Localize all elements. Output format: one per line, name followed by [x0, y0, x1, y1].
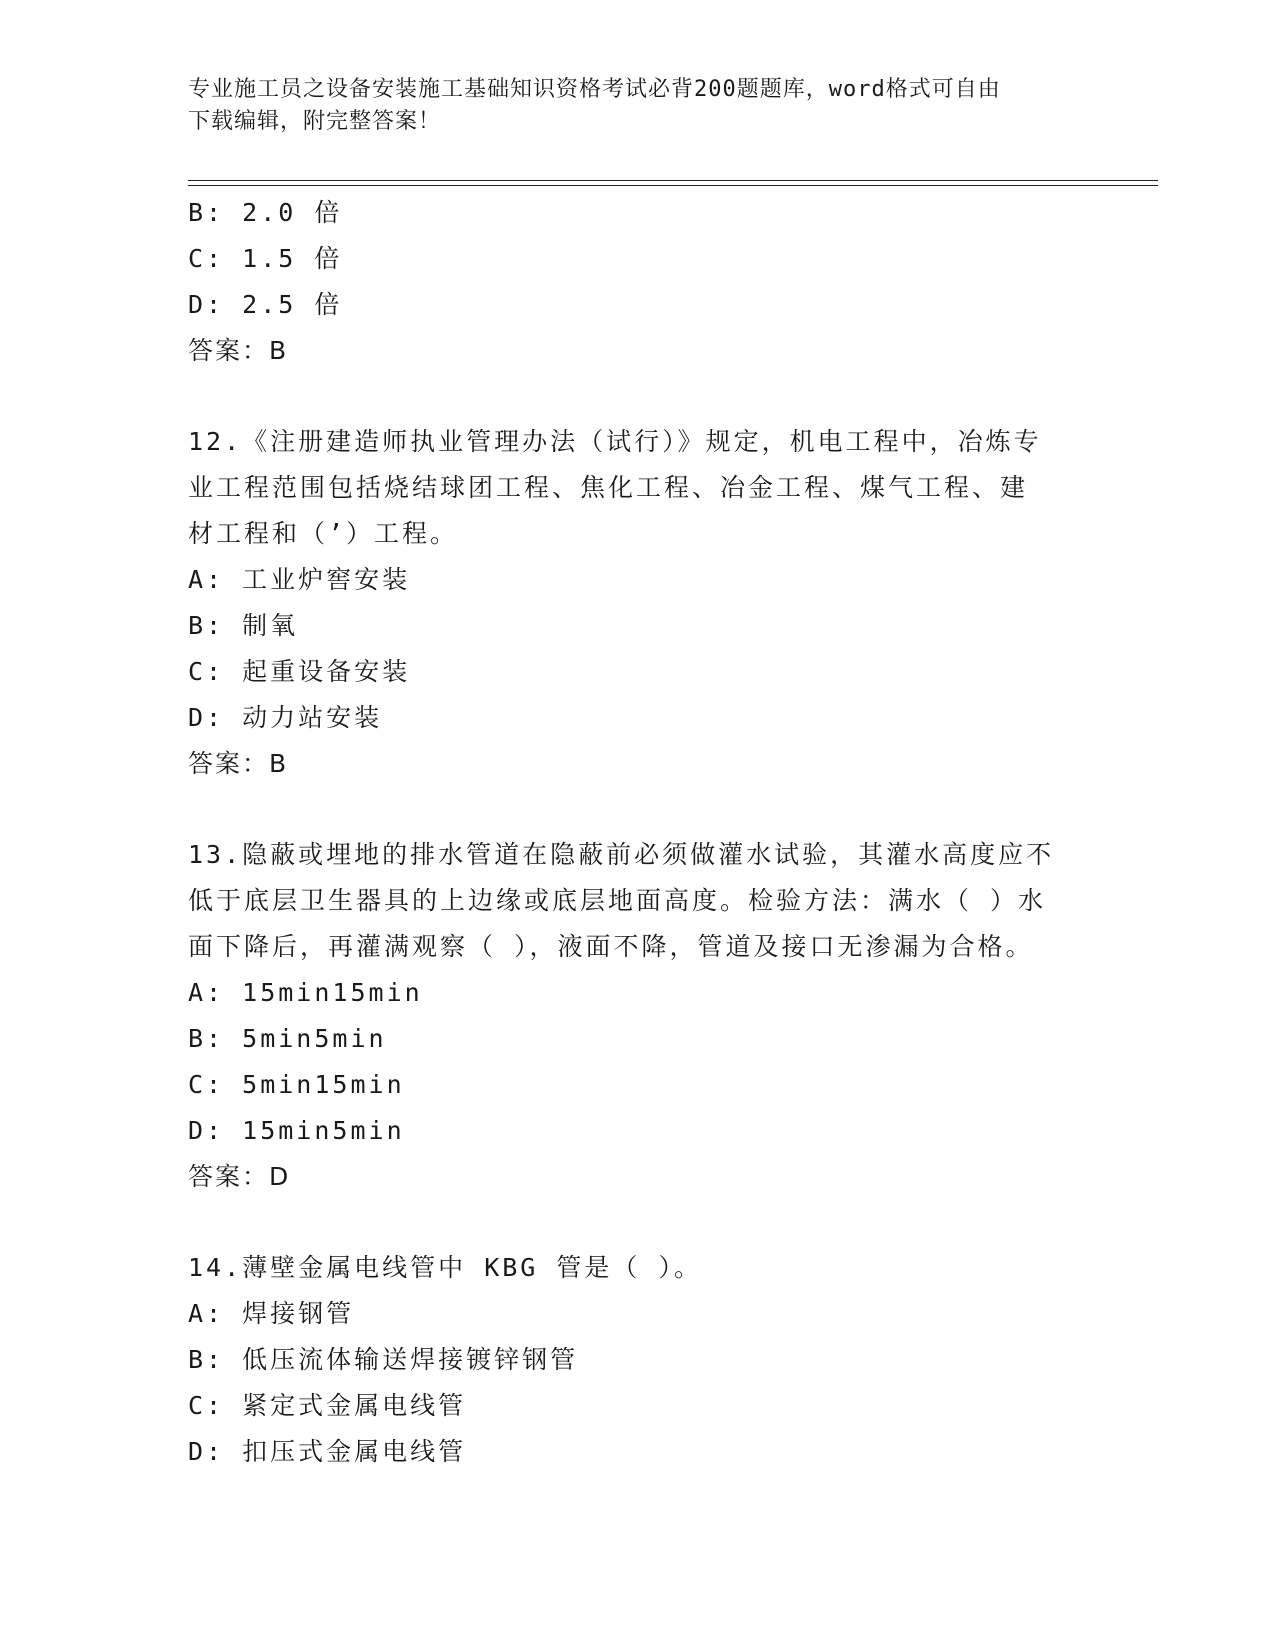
option-d: D: 15min5min	[188, 1116, 405, 1145]
question-stem	[188, 419, 1088, 557]
answer: 答案：D	[188, 1162, 291, 1191]
option-c: C: 紧定式金属电线管	[188, 1391, 467, 1420]
option-c: C: 1.5 倍	[188, 244, 343, 273]
option-d: D: 扣压式金属电线管	[188, 1437, 467, 1466]
option-b: B: 制氧	[188, 611, 299, 640]
document-body	[188, 190, 1088, 1475]
spacer	[188, 374, 1088, 419]
header-line-1: 专业施工员之设备安装施工基础知识资格考试必背200题题库，word格式可自由	[188, 77, 1001, 102]
page-header	[188, 74, 1088, 138]
option-c: C: 5min15min	[188, 1070, 405, 1099]
header-line-2: 下载编辑，附完整答案！	[188, 109, 442, 134]
option-a: A: 工业炉窖安装	[188, 565, 411, 594]
stem-line: 业工程范围包括烧结球团工程、焦化工程、冶金工程、煤气工程、建	[188, 473, 1029, 502]
question-13	[188, 832, 1088, 1200]
header-divider	[188, 180, 1158, 186]
option-d: D: 2.5 倍	[188, 290, 343, 319]
question-14	[188, 1245, 1088, 1475]
option-b: B: 低压流体输送焊接镀锌钢管	[188, 1345, 579, 1374]
stem-line: 面下降后，再灌满观察（ ），液面不降，管道及接口无渗漏为合格。	[188, 932, 1034, 961]
option-d: D: 动力站安装	[188, 703, 383, 732]
spacer	[188, 1200, 1088, 1245]
option-b: B: 2.0 倍	[188, 198, 343, 227]
stem-line: 12.《注册建造师执业管理办法（试行）》规定，机电工程中，冶炼专	[188, 427, 1042, 456]
option-a: A: 15min15min	[188, 978, 423, 1007]
option-c: C: 起重设备安装	[188, 657, 411, 686]
question-stem	[188, 832, 1088, 970]
stem-line: 13.隐蔽或埋地的排水管道在隐蔽前必须做灌水试验，其灌水高度应不	[188, 840, 1055, 869]
option-a: A: 焊接钢管	[188, 1299, 355, 1328]
spacer	[188, 787, 1088, 832]
answer: 答案：B	[188, 336, 289, 365]
answer: 答案：B	[188, 749, 289, 778]
stem-line: 14.薄壁金属电线管中 KBG 管是（ ）。	[188, 1253, 702, 1282]
question-11	[188, 190, 1088, 374]
stem-line: 低于底层卫生器具的上边缘或底层地面高度。检验方法：满水（ ）水	[188, 886, 1047, 915]
question-stem	[188, 1245, 1088, 1291]
stem-line: 材工程和（’）工程。	[188, 519, 459, 548]
question-12	[188, 419, 1088, 787]
option-b: B: 5min5min	[188, 1024, 387, 1053]
